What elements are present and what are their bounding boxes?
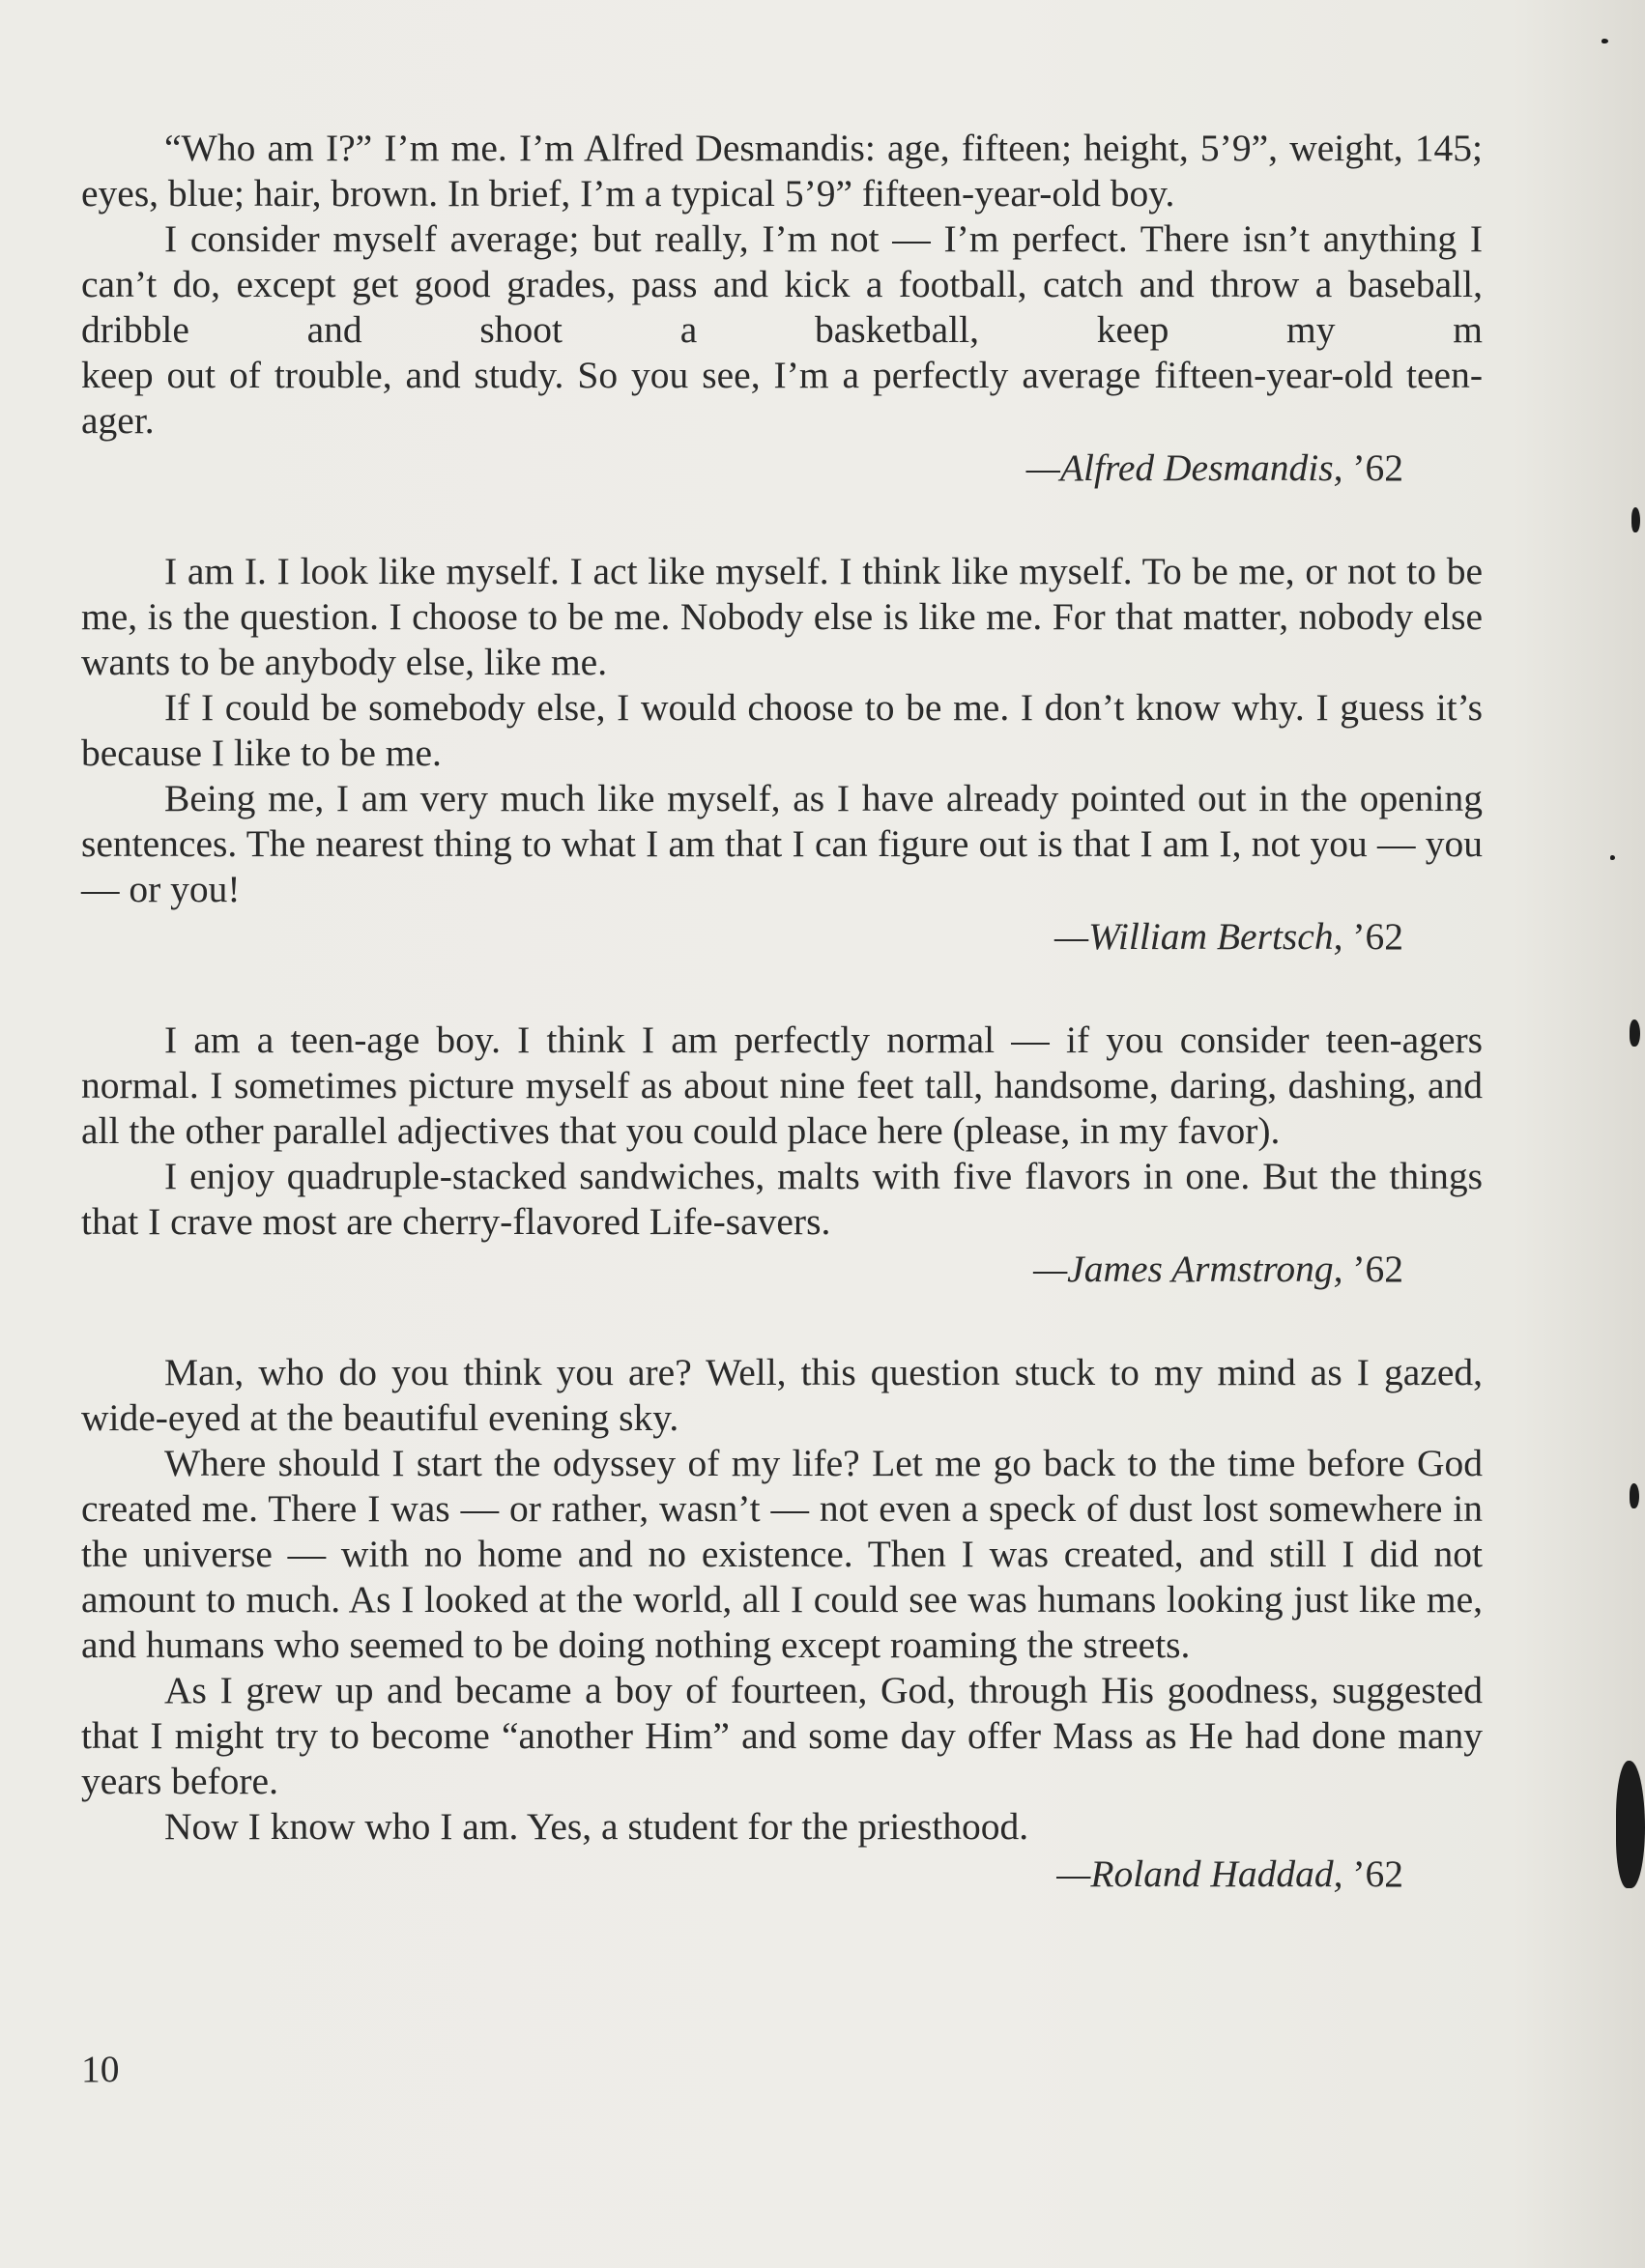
essay-roland-haddad [81,1350,1483,1897]
author-signature [81,445,1483,491]
essay-paragraph: Man, who do you think you are? Well, this question stuck to my mind as I gazed, wide-eyed at the beautiful evening sky. [81,1351,1483,1439]
author-name: —William Bertsch, [1054,915,1343,958]
essay-alfred-desmandis [81,126,1483,491]
binding-hole-mark [1630,1019,1640,1047]
essay-james-armstrong [81,1018,1483,1292]
author-signature [81,1852,1483,1897]
binding-hole-mark [1631,507,1640,532]
essay-paragraph: I consider myself average; but really, I’m not — I’m perfect. There isn’t anything I can’t do, except get good grades, pass and kick a football, catch and throw a baseball, dribble and shoot a basketball, keep my m [81,217,1483,351]
page-number: 10 [81,2048,120,2090]
essay-paragraph: Being me, I am very much like myself, as I have already pointed out in the opening sentences. The nearest thing to what I am that I can figure out is that I am I, not you — you — or you! [81,777,1483,910]
text-column [81,126,1483,1955]
class-year: ’62 [1342,1852,1403,1895]
author-name: —James Armstrong, [1033,1248,1343,1290]
class-year: ’62 [1342,1248,1403,1290]
author-name: —Roland Haddad, [1056,1852,1343,1895]
author-signature [81,1247,1483,1292]
edge-speck [1610,855,1615,860]
edge-speck [1602,39,1608,43]
essay-paragraph: I am I. I look like myself. I act like myself. I think like myself. To be me, or not to be me, is the question. I choose to be me. Nobody else is like me. For that matter, nobody else wants to be anybody else, like me. [81,550,1483,683]
essay-paragraph: If I could be somebody else, I would choose to be me. I don’t know why. I guess it’s because I like to be me. [81,686,1483,774]
essay-paragraph: “Who am I?” I’m me. I’m Alfred Desmandis: age, fifteen; height, 5’9”, weight, 145; eyes, blue; hair, brown. In brief, I’m a typical 5’9” fifteen-year-old boy. [81,127,1483,215]
essay-paragraph: keep out of trouble, and study. So you see, I’m a perfectly average fifteen-year-old teen-ager. [81,354,1483,442]
author-name: —Alfred Desmandis, [1025,446,1343,489]
essay-william-bertsch [81,549,1483,960]
essay-paragraph: Now I know who I am. Yes, a student for the priesthood. [164,1805,1029,1848]
essay-paragraph: I enjoy quadruple-stacked sandwiches, malts with five flavors in one. But the things that I crave most are cherry-flavored Life-savers. [81,1155,1483,1243]
author-signature [81,914,1483,960]
binding-hole-mark [1630,1483,1639,1508]
essay-paragraph: As I grew up and became a boy of fourteen, God, through His goodness, suggested that I might try to become “another Him” and some day offer Mass as He had done many years before. [81,1669,1483,1802]
class-year: ’62 [1342,446,1403,489]
essay-paragraph: Where should I start the odyssey of my life? Let me go back to the time before God created me. There I was — or rather, wasn’t — not even a speck of dust lost somewhere in the universe — with no home and no existence. Then I was created, and still I did not amount to much. As I looked at the world, all I could see was humans looking just like me, and humans who seemed to be doing nothing except roaming the streets. [81,1442,1483,1666]
class-year: ’62 [1342,915,1403,958]
essay-paragraph: I am a teen-age boy. I think I am perfectly normal — if you consider teen-agers normal. I sometimes picture myself as about nine feet tall, handsome, daring, dashing, and all the other parallel adjectives that you could place here (please, in my favor). [81,1019,1483,1152]
binding-hole-mark [1616,1761,1645,1888]
